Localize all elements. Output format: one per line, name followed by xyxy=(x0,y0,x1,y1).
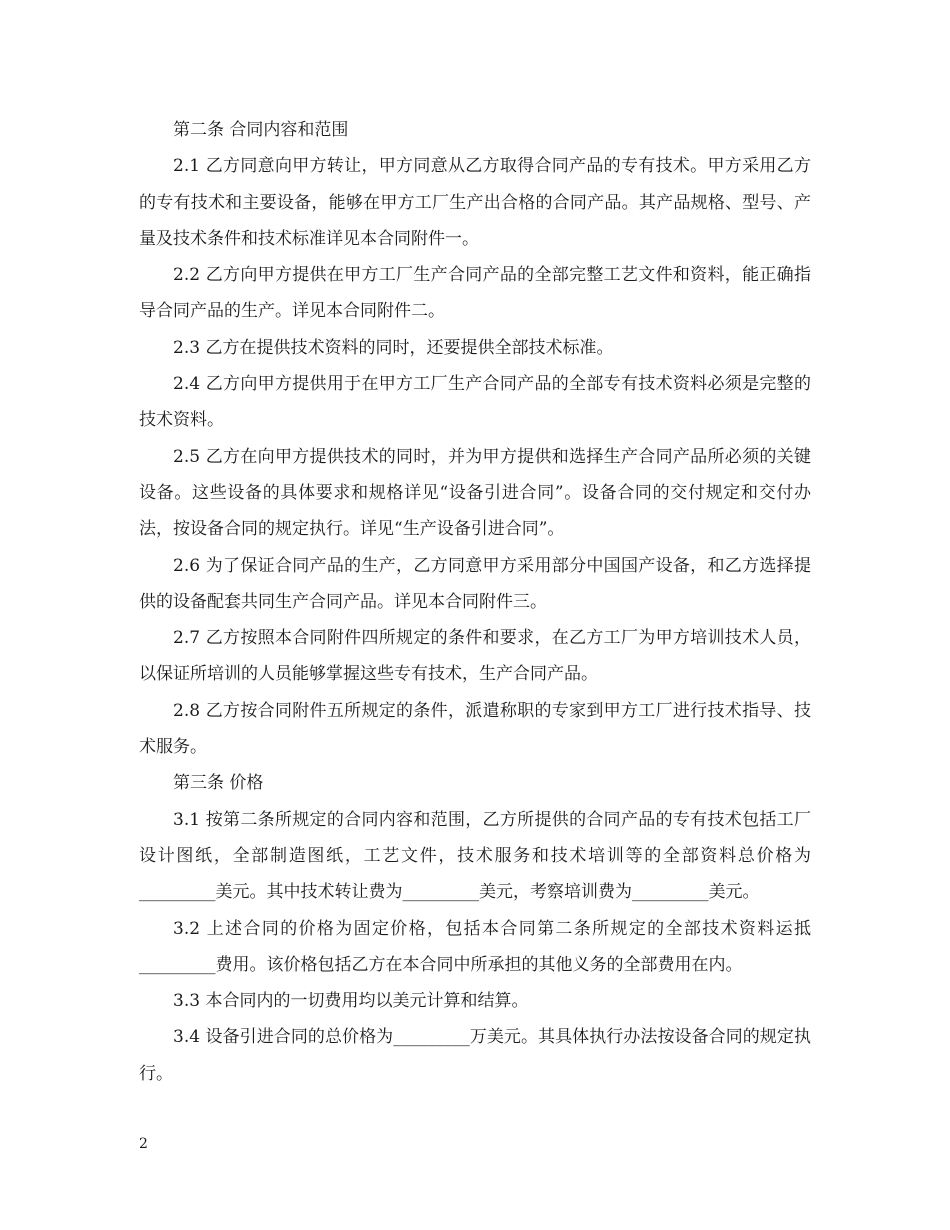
section-heading-article-2: 第二条 合同内容和范围 xyxy=(173,120,349,140)
clause-3-3: 3.3 本合同内的一切费用均以美元计算和结算。 xyxy=(173,991,529,1012)
clause-2-1: 2.1 乙方同意向甲方转让，甲方同意从乙方取得合同产品的专有技术。甲方采用乙方的专有技术和主要设备，能够在甲方工厂生产出合格的合同产品。其产品规格、型号、产量及技术条件和技术标准详见本合同附件一。 xyxy=(139,156,811,249)
clause-3-4: 3.4 设备引进合同的总价格为_________万美元。其具体执行办法按设备合同的规定执行。 xyxy=(139,1027,811,1084)
clause-2-2: 2.2 乙方向甲方提供在甲方工厂生产合同产品的全部完整工艺文件和资料，能正确指导合同产品的生产。详见本合同附件二。 xyxy=(139,265,811,322)
document-body xyxy=(139,112,811,1092)
clause-2-8: 2.8 乙方按合同附件五所规定的条件，派遣称职的专家到甲方工厂进行技术指导、技术服务。 xyxy=(139,700,811,758)
clause-3-2: 3.2 上述合同的价格为固定价格，包括本合同第二条所规定的全部技术资料运抵_________费用。该价格包括乙方在本合同中所承担的其他义务的全部费用在内。 xyxy=(139,918,811,975)
clause-2-6: 2.6 为了保证合同产品的生产，乙方同意甲方采用部分中国国产设备，和乙方选择提供的设备配套共同生产合同产品。详见本合同附件三。 xyxy=(139,555,811,612)
clause-2-3: 2.3 乙方在提供技术资料的同时，还要提供全部技术标准。 xyxy=(173,337,614,358)
clause-2-7: 2.7 乙方按照本合同附件四所规定的条件和要求，在乙方工厂为甲方培训技术人员，以保证所培训的人员能够掌握这些专有技术，生产合同产品。 xyxy=(139,628,811,685)
section-heading-article-3: 第三条 价格 xyxy=(173,773,264,794)
clause-2-5: 2.5 乙方在向甲方提供技术的同时，并为甲方提供和选择生产合同产品所必须的关键设备。这些设备的具体要求和规格详见“设备引进合同”。设备合同的交付规定和交付办法，按设备合同的规定执行。详见“生产设备引进合同”。 xyxy=(139,446,811,540)
page-number: 2 xyxy=(139,1136,148,1152)
clause-3-1: 3.1 按第二条所规定的合同内容和范围，乙方所提供的合同产品的专有技术包括工厂设计图纸，全部制造图纸，工艺文件，技术服务和技术培训等的全部资料总价格为_________美元。其中技术转让费为_________美元，考察培训费为_________美元。 xyxy=(139,809,811,903)
clause-2-4: 2.4 乙方向甲方提供用于在甲方工厂生产合同产品的全部专有技术资料必须是完整的技术资料。 xyxy=(139,374,811,431)
